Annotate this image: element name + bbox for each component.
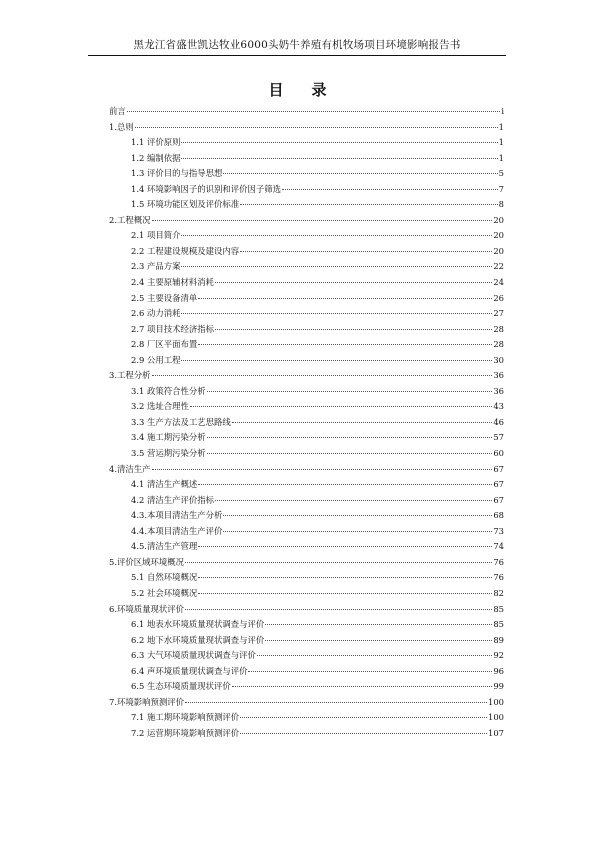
toc-entry-sub[interactable] [109, 664, 504, 680]
toc-entry-page: 28 [493, 339, 504, 350]
toc-entry-title: 2.6 动力消耗 [131, 308, 181, 319]
toc-entry-title: 5.2 社会环境概况 [131, 587, 198, 598]
toc-entry-page: 7 [498, 183, 504, 194]
toc-entry-title: 4.3.本项目清洁生产分析 [131, 510, 223, 521]
toc-entry-page: 36 [493, 385, 504, 396]
dot-leader [207, 437, 493, 438]
dot-leader [223, 173, 497, 174]
toc-entry-title: 3.工程分析 [109, 370, 151, 381]
toc-entry-page: 1 [498, 137, 504, 148]
toc-entry-title: 3.1 政策符合性分析 [131, 385, 206, 396]
toc-entry-title: 3.2 选址合理性 [131, 401, 189, 412]
dot-leader [207, 391, 493, 392]
toc-entry-sub[interactable] [109, 430, 504, 446]
toc-entry-title: 2.9 公用工程 [131, 354, 181, 365]
toc-entry[interactable] [109, 695, 504, 711]
dot-leader [215, 282, 492, 283]
toc-entry-sub[interactable] [109, 337, 504, 353]
toc-entry-page: 82 [493, 587, 504, 598]
toc-entry-sub[interactable] [109, 524, 504, 540]
toc-entry-title: 1.4 环境影响因子的识别和评价因子筛选 [131, 183, 281, 194]
dot-leader [135, 127, 498, 128]
toc-entry-sub[interactable] [109, 648, 504, 664]
toc-entry-title: 4.2 清洁生产评价指标 [131, 494, 214, 505]
toc-entry-sub[interactable] [109, 275, 504, 291]
dot-leader [181, 158, 497, 159]
dot-leader [181, 266, 492, 267]
toc-entry-sub[interactable] [109, 446, 504, 462]
toc-entry-title: 前言 [109, 106, 126, 116]
toc-entry-page: 46 [493, 416, 504, 427]
toc-entry-page: 92 [493, 650, 504, 661]
toc-entry-page: 30 [493, 354, 504, 365]
toc-entry-page: 76 [493, 556, 504, 567]
header-rule [88, 55, 506, 56]
toc-entry-sub[interactable] [109, 726, 504, 742]
toc-entry-title: 2.5 主要设备清单 [131, 292, 198, 303]
dot-leader [198, 577, 492, 578]
toc-entry-sub[interactable] [109, 151, 504, 167]
toc-entry-title: 2.7 项目技术经济指标 [131, 323, 214, 334]
toc-entry-sub[interactable] [109, 570, 504, 586]
toc-entry[interactable] [109, 213, 504, 229]
toc-entry-page: 5 [498, 168, 504, 179]
toc-entry-title: 2.1 项目简介 [131, 230, 181, 241]
toc-entry[interactable] [109, 602, 504, 618]
toc-entry-page: 85 [493, 603, 504, 614]
toc-entry-title: 6.2 地下水环境质量现状调查与评价 [131, 634, 265, 645]
toc-entry-sub[interactable] [109, 306, 504, 322]
dot-leader [127, 111, 501, 112]
toc-entry-sub[interactable] [109, 399, 504, 415]
dot-leader [185, 609, 492, 610]
toc-entry-title: 3.3 生产方法及工艺思路线 [131, 416, 231, 427]
dot-leader [257, 655, 492, 656]
toc-entry-title: 7.1 施工期环境影响预测评价 [131, 712, 240, 723]
dot-leader [232, 422, 493, 423]
toc-entry-sub[interactable] [109, 493, 504, 509]
toc-entry-title: 7.2 运营期环境影响预测评价 [131, 727, 240, 738]
toc-entry-page: 20 [493, 214, 504, 225]
toc-entry-title: 2.2 工程建设规模及建设内容 [131, 245, 240, 256]
toc-entry-title: 1.3 评价目的与指导思想 [131, 168, 223, 179]
toc-entry-title: 6.4 声环境质量现状调查与评价 [131, 665, 248, 676]
toc-entry-page: 1 [498, 121, 504, 132]
toc-entry-title: 2.8 厂区平面布置 [131, 339, 198, 350]
toc-entry-sub[interactable] [109, 182, 504, 198]
dot-leader [152, 469, 493, 470]
toc-entry-page: 27 [493, 308, 504, 319]
toc-entry-page: 96 [493, 665, 504, 676]
toc-entry-title: 2.4 主要原辅材料消耗 [131, 277, 214, 288]
toc-entry-title: 4.5.清洁生产管理 [131, 541, 198, 552]
toc-entry-title: 3.5 营运期污染分析 [131, 448, 206, 459]
table-of-contents [109, 104, 504, 741]
toc-entry-sub[interactable] [109, 135, 504, 151]
toc-entry-title: 4.1 清洁生产概述 [131, 479, 198, 490]
toc-entry-title: 1.5 环境功能区划及评价标准 [131, 199, 240, 210]
toc-entry-title: 4.清洁生产 [109, 463, 151, 474]
dot-leader [240, 251, 492, 252]
dot-leader [198, 546, 492, 547]
toc-entry-sub[interactable] [109, 384, 504, 400]
toc-entry-title: 5.评价区域环境概况 [109, 556, 184, 567]
toc-entry[interactable] [109, 555, 504, 571]
toc-entry-page: 36 [493, 370, 504, 381]
toc-entry-page: 57 [493, 432, 504, 443]
dot-leader [282, 189, 498, 190]
dot-leader [181, 360, 492, 361]
dot-leader [223, 531, 492, 532]
toc-entry-sub[interactable] [109, 710, 504, 726]
toc-entry-title: 6.3 大气环境质量现状调查与评价 [131, 650, 256, 661]
toc-entry-page: 67 [493, 463, 504, 474]
toc-entry-page: 100 [488, 696, 504, 707]
toc-entry-title: 6.环境质量现状评价 [109, 603, 184, 614]
toc-entry-title: 4.4.本项目清洁生产评价 [131, 525, 223, 536]
toc-entry-title: 6.5 生态环境质量现状评价 [131, 681, 231, 692]
dot-leader [232, 686, 493, 687]
toc-entry-page: 1 [498, 152, 504, 163]
toc-entry-sub[interactable] [109, 679, 504, 695]
toc-entry[interactable] [109, 120, 504, 136]
dot-leader [190, 406, 492, 407]
toc-entry-page: 76 [493, 572, 504, 583]
dot-leader [185, 702, 487, 703]
toc-entry-title: 1.2 编制依据 [131, 152, 181, 163]
toc-entry-sub[interactable] [109, 617, 504, 633]
running-header: 黑龙江省盛世凯达牧业6000头奶牛养殖有机牧场项目环境影响报告书 [133, 39, 461, 51]
toc-entry-sub[interactable] [109, 586, 504, 602]
toc-entry[interactable] [109, 368, 504, 384]
toc-entry-title: 5.1 自然环境概况 [131, 572, 198, 583]
dot-leader [181, 142, 497, 143]
dot-leader [223, 515, 492, 516]
toc-entry-title: 1.总则 [109, 121, 134, 132]
toc-entry-page: 73 [493, 525, 504, 536]
dot-leader [207, 453, 493, 454]
toc-entry-title: 7.环境影响预测评价 [109, 696, 184, 707]
toc-entry-title: 2.工程概况 [109, 214, 151, 225]
toc-entry-sub[interactable] [109, 415, 504, 431]
toc-entry-page: 100 [488, 712, 504, 723]
toc-entry-page: 28 [493, 323, 504, 334]
dot-leader [198, 484, 492, 485]
toc-entry-page: 67 [493, 479, 504, 490]
dot-leader [198, 593, 492, 594]
dot-leader [181, 235, 492, 236]
toc-entry-page: 67 [493, 494, 504, 505]
toc-entry-title: 6.1 地表水环境质量现状调查与评价 [131, 619, 265, 630]
dot-leader [185, 562, 492, 563]
toc-entry-sub[interactable] [109, 322, 504, 338]
toc-entry-page: 107 [488, 727, 504, 738]
toc-entry-sub[interactable] [109, 244, 504, 260]
toc-entry-page: 99 [493, 681, 504, 692]
dot-leader [215, 500, 492, 501]
toc-entry-title: 2.3 产品方案 [131, 261, 181, 272]
toc-entry-page: 68 [493, 510, 504, 521]
dot-leader [240, 204, 498, 205]
dot-leader [152, 220, 493, 221]
toc-entry-sub[interactable] [109, 633, 504, 649]
toc-entry-page: 43 [493, 401, 504, 412]
toc-entry-sub[interactable] [109, 166, 504, 182]
toc-entry-sub[interactable] [109, 228, 504, 244]
toc-entry-page: 26 [493, 292, 504, 303]
toc-entry-title: 1.1 评价原则 [131, 137, 181, 148]
toc-entry-sub[interactable] [109, 259, 504, 275]
toc-entry-page: 74 [493, 541, 504, 552]
toc-entry-page: 20 [493, 230, 504, 241]
dot-leader [215, 329, 492, 330]
toc-entry-page: i [501, 106, 504, 116]
dot-leader [240, 717, 487, 718]
toc-entry-sub[interactable] [109, 353, 504, 369]
toc-entry-title: 3.4 施工期污染分析 [131, 432, 206, 443]
toc-entry-sub[interactable] [109, 197, 504, 213]
dot-leader [248, 671, 492, 672]
toc-entry-sub[interactable] [109, 508, 504, 524]
toc-entry-page: 85 [493, 619, 504, 630]
toc-title: 目录 [268, 81, 355, 99]
toc-entry-page: 22 [493, 261, 504, 272]
toc-entry-page: 8 [498, 199, 504, 210]
dot-leader [198, 298, 492, 299]
dot-leader [240, 733, 487, 734]
toc-entry-page: 89 [493, 634, 504, 645]
dot-leader [181, 313, 492, 314]
dot-leader [265, 624, 492, 625]
dot-leader [265, 640, 492, 641]
toc-entry-sub[interactable] [109, 539, 504, 555]
toc-entry-page: 20 [493, 245, 504, 256]
toc-entry-sub[interactable] [109, 291, 504, 307]
toc-entry-sub[interactable] [109, 477, 504, 493]
dot-leader [198, 344, 492, 345]
toc-entry[interactable] [109, 104, 504, 120]
toc-entry-page: 24 [493, 277, 504, 288]
toc-entry[interactable] [109, 462, 504, 478]
toc-entry-page: 60 [493, 448, 504, 459]
dot-leader [152, 375, 493, 376]
